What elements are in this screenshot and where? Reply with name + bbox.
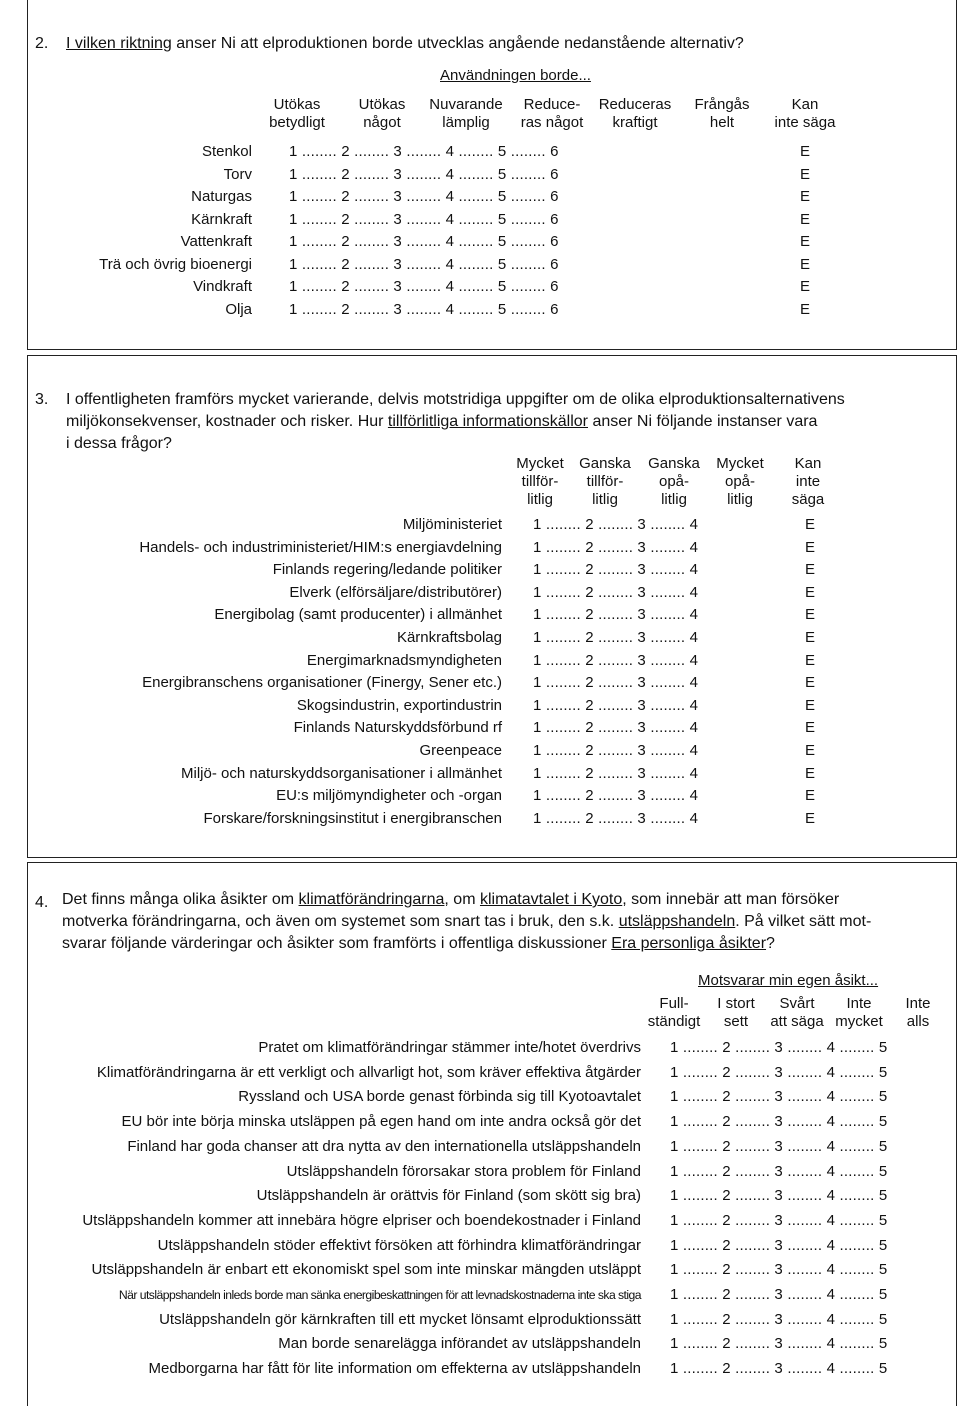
q3-row-label: Handels- och industriministeriet/HIM:s energiavdelning xyxy=(139,538,502,556)
q4-row-label: Utsläppshandeln är orättvis för Finland (som skött sig bra) xyxy=(256,1187,641,1205)
q3-line2 xyxy=(66,411,817,433)
q4-group-header: Motsvarar min egen åsikt... xyxy=(698,972,879,989)
q2-row-scale: 1 ........ 2 ........ 3 ........ 4 ........ 5 ........ 6 xyxy=(289,143,559,160)
q3-header-0-line: tillför- xyxy=(521,473,559,490)
q4-line1-b: , om xyxy=(444,891,480,908)
q4-line3-b: ? xyxy=(766,935,775,952)
q3-header-2-line: opå- xyxy=(658,473,690,490)
q3-row-label: Skogsindustrin, exportindustrin xyxy=(296,696,502,714)
q2-row-label: Stenkol xyxy=(201,143,252,160)
q2-row-scale: 1 ........ 2 ........ 3 ........ 4 ........ 5 ........ 6 xyxy=(289,255,559,273)
q4-row-label: Utsläppshandeln stöder effektivt försöken att förhindra klimatförändringar xyxy=(157,1236,641,1254)
q3-header-2-line: litlig xyxy=(661,491,687,508)
q2-row-label: Vattenkraft xyxy=(180,233,252,250)
q4-row-scale: 1 ........ 2 ........ 3 ........ 4 ........ 5 xyxy=(670,1286,888,1303)
q2-row-cannot-say: E xyxy=(800,255,811,273)
q4-header-1-line: I stort xyxy=(717,995,755,1012)
q3-row-scale: 1 ........ 2 ........ 3 ........ 4 xyxy=(533,651,699,669)
q2-row-scale: 1 ........ 2 ........ 3 ........ 4 ........ 5 ........ 6 xyxy=(289,210,559,228)
q2-row-label: Trä och övrig bioenergi xyxy=(99,255,252,273)
q3-row-cannot-say: E xyxy=(805,629,816,646)
q4-row-scale: 1 ........ 2 ........ 3 ........ 4 ........ 5 xyxy=(670,1187,888,1205)
q4-line3-a: svarar följande värderingar och åsikter som framförts i offentliga diskussioner xyxy=(62,935,612,952)
q3-row-scale: 1 ........ 2 ........ 3 ........ 4 xyxy=(533,583,699,601)
q3-row-cannot-say: E xyxy=(805,764,816,782)
q3-row-cannot-say: E xyxy=(805,606,816,624)
q2-row-cannot-say: E xyxy=(800,300,811,318)
q4-line1-a: Det finns många olika åsikter om xyxy=(62,891,299,908)
q2-header-6-line: inte säga xyxy=(774,114,836,131)
q2-header-1-line: Utökas xyxy=(358,96,406,113)
q2-text-rest: anser Ni att elproduktionen borde utvecklas angående nedanstående alternativ? xyxy=(171,35,744,52)
q3-row-scale: 1 ........ 2 ........ 3 ........ 4 xyxy=(533,787,699,805)
q4-header-4-line: alls xyxy=(906,1013,930,1030)
q4-line1-c: , som innebär att man försöker xyxy=(622,891,840,908)
q4-number: 4. xyxy=(35,894,49,911)
q3-header-3-line: litlig xyxy=(727,491,753,508)
q3-row-cannot-say: E xyxy=(805,538,816,556)
q3-row-label: Finlands Naturskyddsförbund rf xyxy=(293,719,502,737)
q4-row-scale: 1 ........ 2 ........ 3 ........ 4 ........ 5 xyxy=(670,1063,888,1081)
q3-line2-start: miljökonsekvenser, kostnader och risker. Hur xyxy=(66,413,388,430)
q2-text xyxy=(66,33,744,55)
q4-header-1-line: sett xyxy=(723,1013,749,1030)
q2-row-label: Kärnkraft xyxy=(191,210,252,228)
q2-header-5-line: Frångås xyxy=(694,96,750,113)
q4-header-4-line: Inte xyxy=(905,995,931,1012)
q4-line1-u2: klimatavtalet i Kyoto xyxy=(479,891,623,908)
q4-header-0-line: ständigt xyxy=(647,1013,701,1030)
q2-row-cannot-say: E xyxy=(800,233,811,250)
q4-row-label: Klimatförändringarna är ett verkligt och allvarligt hot, som kräver effektiva åtgärder xyxy=(96,1063,641,1081)
q3-row-label: Finlands regering/ledande politiker xyxy=(272,561,502,579)
q3-line2-underlined: tillförlitliga informationskällor xyxy=(387,413,588,430)
q2-number: 2. xyxy=(35,35,49,52)
q4-row-label: Utsläppshandeln gör kärnkraften till ett mycket lönsamt elproduktionssätt xyxy=(159,1310,641,1328)
q4-header-2-line: att säga xyxy=(770,1013,824,1030)
q4-row-label: Finland har goda chanser att dra nytta av den internationella utsläppshandeln xyxy=(127,1137,641,1155)
q2-header-3-line: ras något xyxy=(520,114,584,131)
q4-line3 xyxy=(62,933,775,955)
q3-row-label: Energibranschens organisationer (Finergy, Sener etc.) xyxy=(142,674,502,692)
q4-row-scale: 1 ........ 2 ........ 3 ........ 4 ........ 5 xyxy=(670,1211,888,1229)
q4-row-label: Utsläppshandeln kommer att innebära högre elpriser och boendekostnader i Finland xyxy=(82,1211,641,1229)
q3-number: 3. xyxy=(35,391,49,408)
q4-row-scale: 1 ........ 2 ........ 3 ........ 4 ........ 5 xyxy=(670,1335,888,1353)
q2-header-6 xyxy=(745,96,865,132)
q3-row-scale: 1 ........ 2 ........ 3 ........ 4 xyxy=(533,719,699,737)
q3-header-1-line: litlig xyxy=(592,491,618,508)
q3-line2-end: anser Ni följande instanser vara xyxy=(588,413,818,430)
q3-header-4 xyxy=(748,455,868,509)
q3-row-label: Forskare/forskningsinstitut i energibranschen xyxy=(203,809,502,827)
q3-line3: i dessa frågor? xyxy=(66,435,172,452)
q3-header-4-line: säga xyxy=(791,491,825,508)
q4-row-scale: 1 ........ 2 ........ 3 ........ 4 ........ 5 xyxy=(670,1310,888,1328)
q2-row-cannot-say: E xyxy=(800,278,811,295)
q3-row-scale: 1 ........ 2 ........ 3 ........ 4 xyxy=(533,606,699,624)
q3-row-scale: 1 ........ 2 ........ 3 ........ 4 xyxy=(533,561,699,579)
q2-header-6-line: Kan xyxy=(791,96,819,113)
q2-text-underlined: I vilken riktning xyxy=(66,35,172,52)
q4-row-label: Utsläppshandeln förorsakar stora problem för Finland xyxy=(286,1162,641,1180)
q3-row-cannot-say: E xyxy=(805,516,816,533)
q3-row-cannot-say: E xyxy=(805,787,816,805)
q2-group-header: Användningen borde... xyxy=(440,67,591,84)
q4-row-scale: 1 ........ 2 ........ 3 ........ 4 ........ 5 xyxy=(670,1039,888,1056)
q3-row-label: Energimarknadsmyndigheten xyxy=(306,651,502,669)
q3-row-cannot-say: E xyxy=(805,809,816,827)
q4-row-label: Utsläppshandeln är enbart ett ekonomiskt spel som inte minskar mängden utsläppt xyxy=(91,1261,641,1279)
q2-row-label: Torv xyxy=(223,165,252,183)
q4-row-scale: 1 ........ 2 ........ 3 ........ 4 ........ 5 xyxy=(670,1261,888,1279)
q4-line1-u1: klimatförändringarna xyxy=(298,891,445,908)
q4-line2-b: . På vilket sätt mot- xyxy=(735,913,872,930)
q3-row-label: Energibolag (samt producenter) i allmänhet xyxy=(214,606,502,624)
q4-row-scale: 1 ........ 2 ........ 3 ........ 4 ........ 5 xyxy=(670,1113,888,1131)
q3-row-label: Greenpeace xyxy=(419,742,502,759)
q2-header-3-line: Reduce- xyxy=(523,96,581,113)
q3-header-0-line: litlig xyxy=(527,491,553,508)
q2-row-cannot-say: E xyxy=(800,188,811,205)
q4-header-3-line: mycket xyxy=(835,1013,883,1030)
q4-row-scale: 1 ........ 2 ........ 3 ........ 4 ........ 5 xyxy=(670,1137,888,1155)
q3-row-scale: 1 ........ 2 ........ 3 ........ 4 xyxy=(533,696,699,714)
q4-line1 xyxy=(62,889,839,911)
q3-row-label: Miljöministeriet xyxy=(402,516,502,533)
q2-row-label: Olja xyxy=(225,300,252,318)
q3-header-4-line: Kan xyxy=(794,455,822,472)
q3-header-0-line: Mycket xyxy=(516,455,564,472)
q4-row-label: Ryssland och USA borde genast förbinda sig till Kyotoavtalet xyxy=(238,1088,641,1106)
q3-row-label: EU:s miljömyndigheter och -organ xyxy=(276,787,502,805)
q3-row-scale: 1 ........ 2 ........ 3 ........ 4 xyxy=(533,809,699,827)
q4-header-3-line: Inte xyxy=(846,995,872,1012)
q2-row-cannot-say: E xyxy=(800,143,811,160)
q3-row-cannot-say: E xyxy=(805,583,816,601)
q4-row-label: Medborgarna har fått för lite information om effekterna av utsläppshandeln xyxy=(148,1360,641,1378)
q2-header-5-line: helt xyxy=(709,114,735,131)
q3-header-3-line: opå- xyxy=(724,473,756,490)
q2-row-scale: 1 ........ 2 ........ 3 ........ 4 ........ 5 ........ 6 xyxy=(289,278,559,295)
q4-line2-u: utsläppshandeln xyxy=(618,913,736,930)
q2-row-cannot-say: E xyxy=(800,165,811,183)
q4-line2-a: motverka förändringarna, och även om systemet som snart tas i bruk, den s.k. xyxy=(62,913,619,930)
q3-header-3-line: Mycket xyxy=(716,455,764,472)
q3-header-1-line: Ganska xyxy=(579,455,631,472)
q4-row-scale: 1 ........ 2 ........ 3 ........ 4 ........ 5 xyxy=(670,1236,888,1254)
q4-line2 xyxy=(62,911,871,933)
q3-row-label: Kärnkraftsbolag xyxy=(396,629,502,646)
q2-header-2-line: Nuvarande xyxy=(429,96,503,113)
q4-row-scale: 1 ........ 2 ........ 3 ........ 4 ........ 5 xyxy=(670,1162,888,1180)
q4-row-scale: 1 ........ 2 ........ 3 ........ 4 ........ 5 xyxy=(670,1088,888,1106)
q3-row-cannot-say: E xyxy=(805,561,816,579)
q2-row-label: Vindkraft xyxy=(193,278,252,295)
q2-header-0-line: Utökas xyxy=(273,96,321,113)
q2-row-cannot-say: E xyxy=(800,210,811,228)
q2-header-0-line: betydligt xyxy=(269,114,325,131)
q4-row-label: När utsläppshandeln inleds borde man sänka energibeskattningen för att levnadskostnaderna inte ska stiga xyxy=(118,1288,641,1302)
q2-header-4-line: Reduceras xyxy=(598,96,672,113)
q2-row-scale: 1 ........ 2 ........ 3 ........ 4 ........ 5 ........ 6 xyxy=(289,165,559,183)
q3-row-scale: 1 ........ 2 ........ 3 ........ 4 xyxy=(533,742,699,759)
q3-row-cannot-say: E xyxy=(805,651,816,669)
q3-row-scale: 1 ........ 2 ........ 3 ........ 4 xyxy=(533,674,699,692)
q2-row-label: Naturgas xyxy=(191,188,252,205)
q3-row-scale: 1 ........ 2 ........ 3 ........ 4 xyxy=(533,764,699,782)
q3-row-scale: 1 ........ 2 ........ 3 ........ 4 xyxy=(533,538,699,556)
q4-header-0-line: Full- xyxy=(659,995,689,1012)
q2-row-scale: 1 ........ 2 ........ 3 ........ 4 ........ 5 ........ 6 xyxy=(289,233,559,250)
q2-header-1-line: något xyxy=(363,114,401,131)
q4-header-2-line: Svårt xyxy=(779,995,815,1012)
q3-row-label: Miljö- och naturskyddsorganisationer i allmänhet xyxy=(181,764,502,782)
q2-header-4-line: kraftigt xyxy=(612,114,658,131)
q4-row-label: Pratet om klimatförändringar stämmer inte/hotet överdrivs xyxy=(258,1039,641,1056)
q4-row-label: Man borde senarelägga införandet av utsläppshandeln xyxy=(278,1335,641,1353)
q2-row-scale: 1 ........ 2 ........ 3 ........ 4 ........ 5 ........ 6 xyxy=(289,188,559,205)
q3-row-scale: 1 ........ 2 ........ 3 ........ 4 xyxy=(533,516,699,533)
q3-row-label: Elverk (elförsäljare/distributörer) xyxy=(289,583,502,601)
q3-row-scale: 1 ........ 2 ........ 3 ........ 4 xyxy=(533,629,699,646)
q3-header-1-line: tillför- xyxy=(586,473,624,490)
q3-line1: I offentligheten framförs mycket varierande, delvis motstridiga uppgifter om de olika elproduktionsalternativens xyxy=(66,391,845,408)
q3-row-cannot-say: E xyxy=(805,742,816,759)
q2-row-scale: 1 ........ 2 ........ 3 ........ 4 ........ 5 ........ 6 xyxy=(289,300,559,318)
q2-header-2-line: lämplig xyxy=(442,114,490,131)
q3-header-2-line: Ganska xyxy=(648,455,700,472)
q4-line3-u: Era personliga åsikter xyxy=(611,935,767,952)
q3-row-cannot-say: E xyxy=(805,719,816,737)
q3-row-cannot-say: E xyxy=(805,696,816,714)
q3-row-cannot-say: E xyxy=(805,674,816,692)
q4-header-4 xyxy=(858,995,960,1031)
q4-row-scale: 1 ........ 2 ........ 3 ........ 4 ........ 5 xyxy=(670,1360,888,1378)
q3-header-4-line: inte xyxy=(795,473,821,490)
q4-row-label: EU bör inte börja minska utsläppen på egen hand om inte andra också gör det xyxy=(121,1113,641,1131)
